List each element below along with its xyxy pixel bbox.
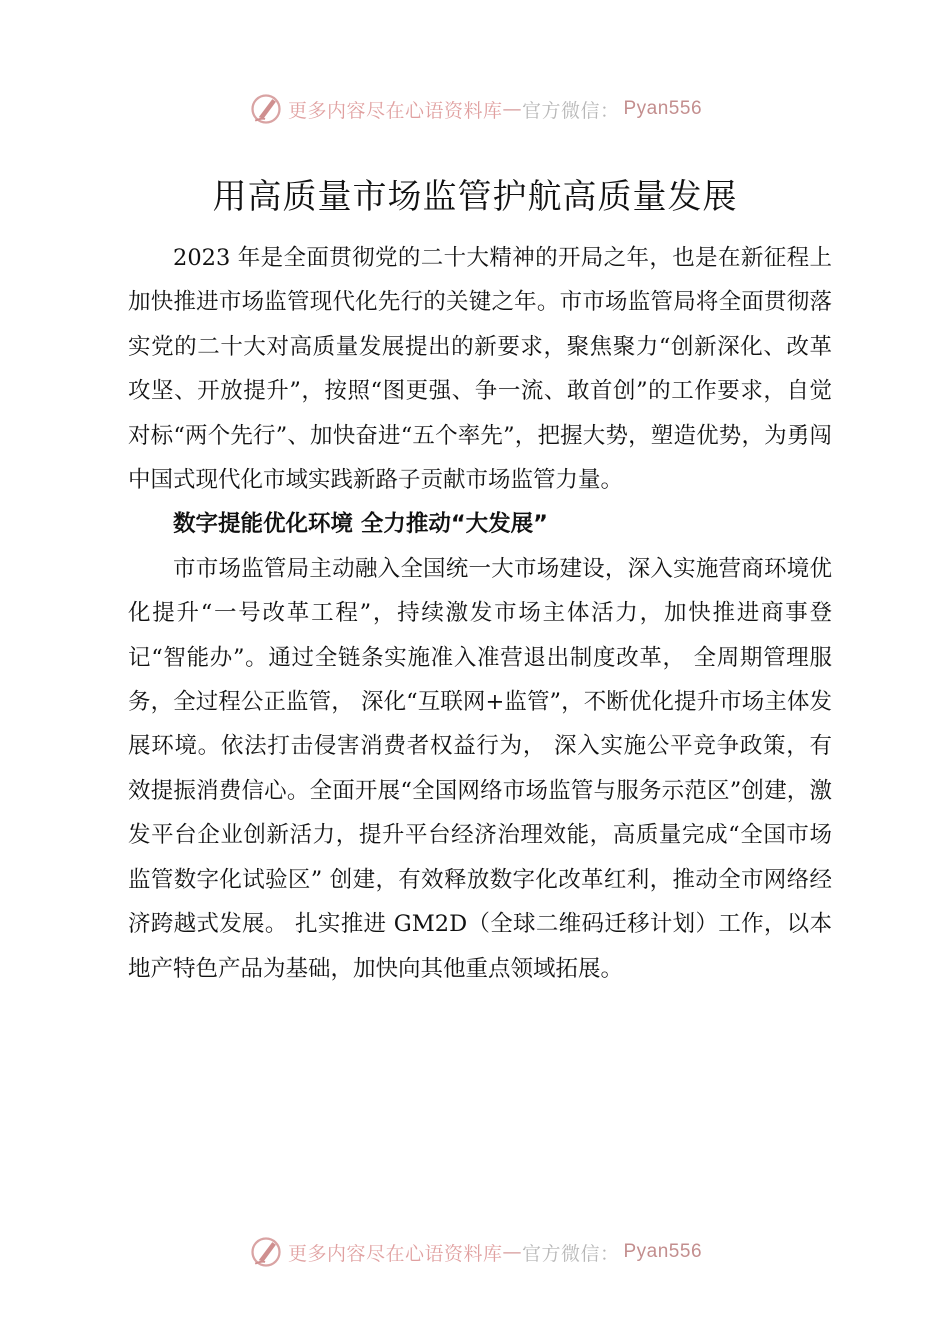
pen-seal-logo-icon	[248, 91, 284, 127]
header-watermark	[0, 89, 950, 129]
watermark-account: Pyan556	[623, 1241, 703, 1262]
watermark-main-text: 更多内容尽在心语资料库	[287, 1242, 503, 1265]
body-paragraph: 市市场监管局主动融入全国统一大市场建设，深入实施营商环境优化提升“一号改革工程”，持续激发市场主体活力，加快推进商事登记“智能办”。通过全链条实施准入准营退出制度改革， 全周期管理服务，全过程公正监管， 深化“互联网+监管”，不断优化提升市场主体发展环境。依法打击侵害消费者权益行为， 深入实施公平竞争政策，有效提振消费信心。全面开展“全国网络市场监管与服务示范区”创建，激发平台企业创新活力，提升平台经济治理效能，高质量完成“全国市场监管数字化试验区” 创建，有效释放数字化改革红利，推动全市网络经济跨越式发展。 扎实推进 GM2D（全球二维码迁移计划）工作，以本地产特色产品为基础，加快向其他重点领域拓展。	[128, 555, 832, 982]
watermark-main-text: 更多内容尽在心语资料库	[287, 99, 503, 122]
section-heading: 数字提能优化环境 全力推动“大发展”	[173, 511, 548, 538]
footer-watermark	[0, 1232, 950, 1272]
watermark-account: Pyan556	[623, 98, 703, 119]
watermark-dash: —	[502, 1241, 522, 1263]
watermark-dash: —	[502, 98, 522, 120]
intro-paragraph: 2023 年是全面贯彻党的二十大精神的开局之年，也是在新征程上加快推进市场监管现代化先行的关键之年。市市场监管局将全面贯彻落实党的二十大对高质量发展提出的新要求，聚焦聚力“创新深化、改革攻坚、开放提升”，按照“图更强、争一流、敢首创”的工作要求，自觉对标“两个先行”、加快奋进“五个率先”，把握大势，塑造优势，为勇闯中国式现代化市域实践新路子贡献市场监管力量。	[128, 245, 832, 494]
watermark-sub-text: 官方微信：	[521, 1242, 620, 1265]
watermark-sub-text: 官方微信：	[521, 99, 620, 122]
pen-seal-logo-icon	[248, 1234, 284, 1270]
document-title: 用高质量市场监管护航高质量发展	[212, 176, 738, 217]
document-body	[128, 236, 832, 991]
